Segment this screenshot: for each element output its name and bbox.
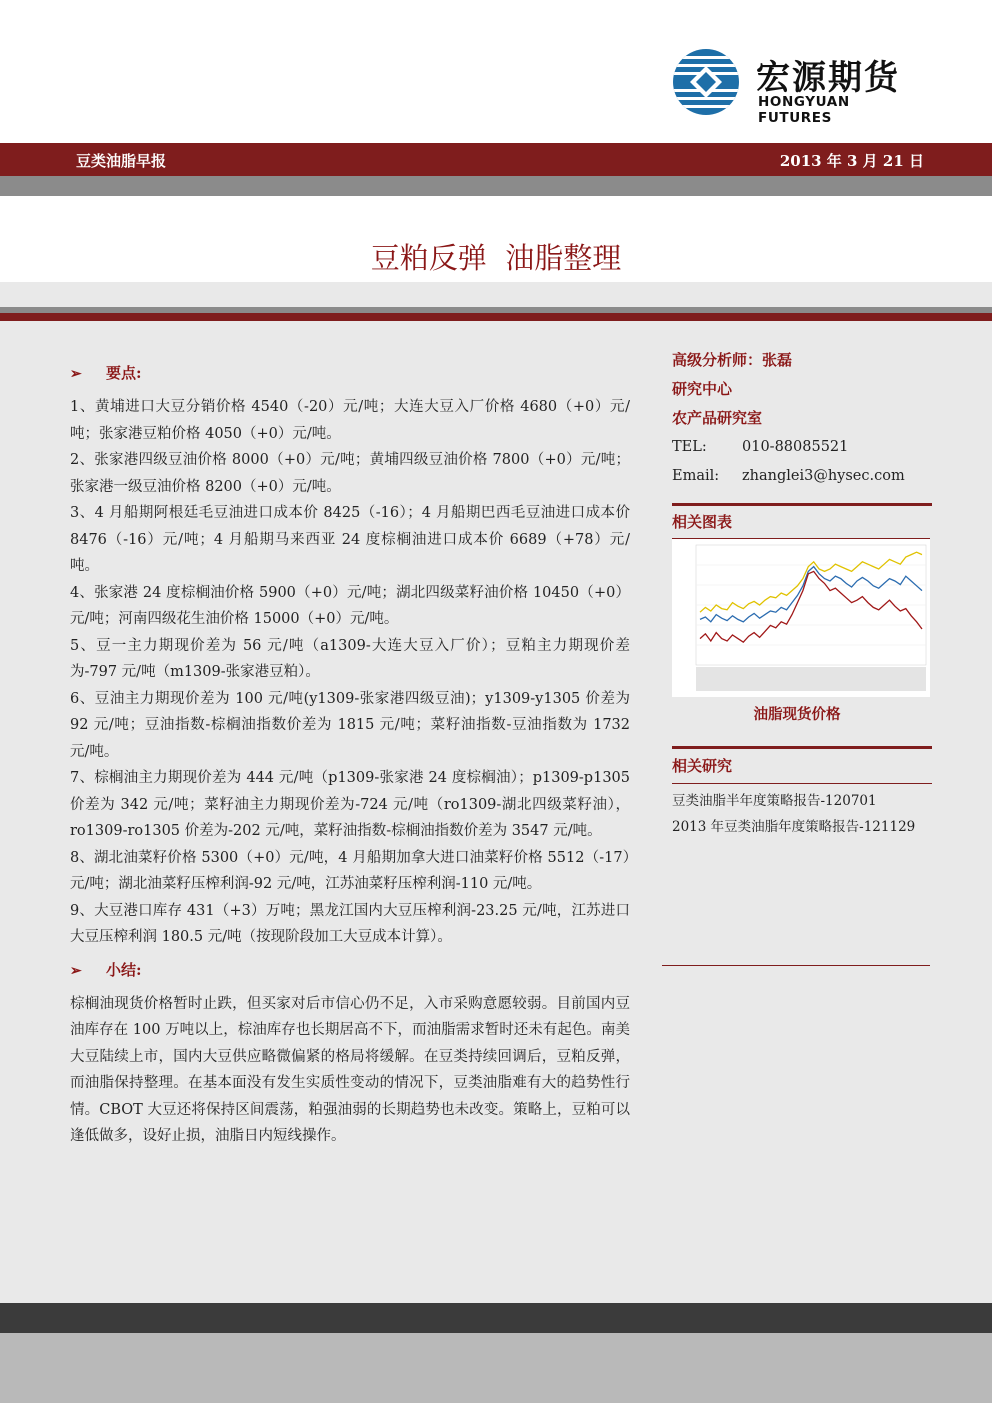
- summary-heading: [70, 955, 630, 985]
- related-research-title: 相关研究: [672, 746, 932, 779]
- report-type: 豆类油脂早报: [76, 152, 167, 170]
- title-divider-red: [0, 313, 992, 321]
- tel-value: 010-88085521: [742, 439, 849, 455]
- key-point-item: 2、张家港四级豆油价格 8000（+0）元/吨；黄埔四级豆油价格 7800（+0）元/吨；张家港一级豆油价格 8200（+0）元/吨。: [70, 452, 630, 495]
- related-charts-title: 相关图表: [672, 503, 932, 534]
- arrow-bullet-icon: ➢: [70, 366, 82, 382]
- research-list: [672, 783, 932, 840]
- research-item[interactable]: 豆类油脂半年度策略报告-120701: [672, 793, 877, 809]
- key-point-item: 6、豆油主力期现价差为 100 元/吨(y1309-张家港四级豆油)；y1309-y1305 价差为 92 元/吨；豆油指数-棕榈油指数价差为 1815 元/吨；菜籽油指数-豆油指数为 1732 元/吨。: [70, 690, 630, 760]
- key-point-item: 7、棕榈油主力期现价差为 444 元/吨（p1309-张家港 24 度棕榈油）；p1309-p1305 价差为 342 元/吨；菜籽油主力期现价差为-724 元/吨（ro1309-湖北四级菜籽油），ro1309-ro1305 价差为-202 元/吨，菜籽油指数-棕榈油指数价差为 3547 元/吨。: [70, 770, 630, 839]
- email-label: Email:: [672, 468, 720, 484]
- arrow-bullet-icon: ➢: [70, 962, 82, 979]
- email-value[interactable]: zhanglei3@hysec.com: [742, 468, 905, 484]
- key-point-item: 4、张家港 24 度棕榈油价格 5900（+0）元/吨；湖北四级菜籽油价格 10450（+0）元/吨；河南四级花生油价格 15000（+0）元/吨。: [70, 584, 630, 627]
- research-bottom-rule: [662, 965, 930, 966]
- key-points-heading: [70, 358, 630, 388]
- logo-name-en: HONGYUAN FUTURES: [758, 94, 850, 126]
- tel-line: [672, 433, 932, 462]
- main-content: [70, 358, 630, 1150]
- footer-bar: [0, 1303, 992, 1333]
- footer-band: [0, 1333, 992, 1403]
- key-point-item: 1、黄埔进口大豆分销价格 4540（-20）元/吨；大连大豆入厂价格 4680（+0）元/吨；张家港豆粕价格 4050（+0）元/吨。: [70, 399, 630, 442]
- logo-emblem-icon: [672, 48, 740, 116]
- company-logo: [672, 48, 922, 126]
- sidebar: [672, 346, 932, 840]
- tel-label: TEL:: [672, 439, 707, 455]
- chart-x-axis-band: [696, 667, 926, 691]
- chart-caption: 油脂现货价格: [753, 706, 841, 723]
- key-point-item: 9、大豆港口库存 431（+3）万吨；黑龙江国内大豆压榨利润-23.25 元/吨，江苏进口大豆压榨利润 180.5 元/吨（按现阶段加工大豆成本计算）。: [70, 902, 630, 945]
- price-chart: [672, 538, 930, 697]
- key-point-item: 8、湖北油菜籽价格 5300（+0）元/吨，4 月船期加拿大进口油菜籽价格 5512（-17）元/吨；湖北油菜籽压榨利润-92 元/吨，江苏油菜籽压榨利润-110 元/吨。: [70, 849, 630, 892]
- logo-name-cn: 宏源期货: [756, 58, 900, 98]
- header-bar: [0, 143, 992, 176]
- key-point-item: 3、4 月船期阿根廷毛豆油进口成本价 8425（-16）；4 月船期巴西毛豆油进口成本价 8476（-16）元/吨；4 月船期马来西亚 24 度棕榈油进口成本价 6689（+78）元/吨。: [70, 505, 630, 574]
- summary-heading-text: 小结:: [106, 960, 142, 979]
- analyst-name: 高级分析师：张磊: [672, 351, 793, 369]
- email-line: [672, 462, 932, 491]
- department-lab: 农产品研究室: [672, 409, 763, 427]
- summary-text: 棕榈油现货价格暂时止跌，但买家对后市信心仍不足，入市采购意愿较弱。目前国内豆油库存在 100 万吨以上，棕油库存也长期居高不下，而油脂需求暂时还未有起色。南美大豆陆续上市，国内大豆供应略微偏紧的格局将缓解。在豆类持续回调后，豆粕反弹，而油脂保持整理。在基本面没有发生实质性变动的情况下，豆类油脂难有大的趋势性行情。CBOT 大豆还将保持区间震荡，粕强油弱的长期趋势也未改变。策略上，豆粕可以逢低做多，设好止损，油脂日内短线操作。: [70, 995, 630, 1144]
- price-chart-svg: [672, 539, 930, 697]
- key-point-item: 5、豆一主力期现价差为 56 元/吨（a1309-大连大豆入厂价）；豆粕主力期现价差为-797 元/吨（m1309-张家港豆粕）。: [70, 637, 630, 680]
- department-center: 研究中心: [672, 380, 733, 398]
- report-date: 2013 年 3 月 21 日: [779, 152, 924, 170]
- research-item[interactable]: 2013 年豆类油脂年度策略报告-121129: [672, 819, 916, 835]
- key-points-heading-text: 要点:: [106, 364, 142, 382]
- header-divider: [0, 176, 992, 196]
- report-title: 豆粕反弹 油脂整理: [370, 241, 622, 275]
